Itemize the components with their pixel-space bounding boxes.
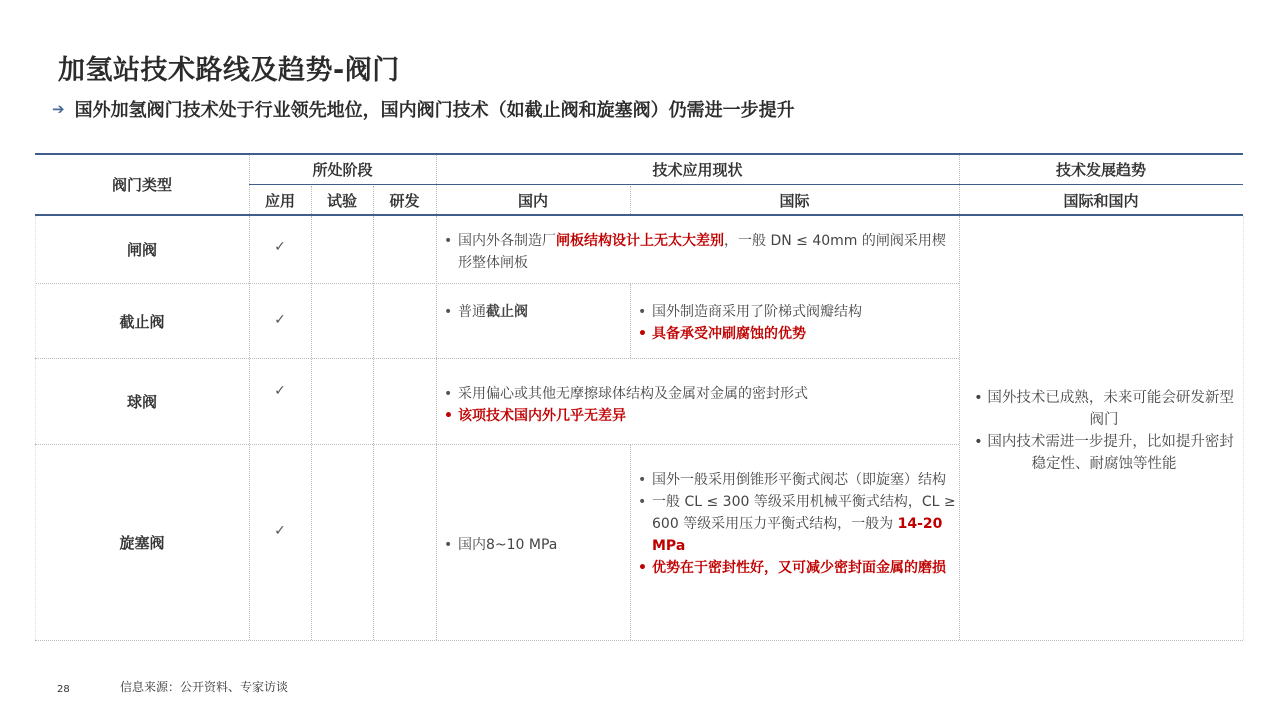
header-domestic: 国内: [517, 191, 548, 210]
gate-valve-description: [444, 230, 952, 274]
list-item: • 该项技术国内外几乎无差异: [444, 405, 952, 427]
list-item: • 国外技术已成熟，未来可能会研发新型阀门: [974, 390, 1234, 428]
trend-description: [972, 387, 1236, 475]
list-item: • 国内8~10 MPa: [444, 534, 624, 556]
list-item: • 采用偏心或其他无摩擦球体结构及金属对金属的密封形式: [444, 383, 952, 405]
subtitle: [52, 96, 795, 122]
list-item: • 国外一般采用倒锥形平衡式阀芯（即旋塞）结构: [638, 469, 956, 491]
row-label-globe-valve: 截止阀: [119, 312, 165, 331]
source-note: 信息来源：公开资料、专家访谈: [120, 680, 289, 694]
subtitle-text: 国外加氢阀门技术处于行业领先地位，国内阀门技术（如截止阀和旋塞阀）仍需进一步提升: [74, 100, 795, 121]
arrow-right-icon: ➔: [52, 100, 65, 118]
list-item: • 具备承受冲刷腐蚀的优势: [638, 323, 954, 345]
header-app-status: 技术应用现状: [652, 161, 743, 179]
header-apply: 应用: [264, 191, 295, 210]
header-stage: 所处阶段: [312, 161, 373, 179]
page-title: 加氢站技术路线及趋势-阀门: [58, 55, 400, 86]
list-item: • 一般 CL ≤ 300 等级采用机械平衡式结构，CL ≥ 600 等级采用压力平衡式结构，一般为 14-20 MPa: [638, 491, 956, 557]
list-item: • 国外制造商采用了阶梯式阀瓣结构: [638, 301, 954, 323]
globe-valve-international: [638, 301, 954, 345]
check-icon: ✓: [274, 312, 286, 328]
check-icon: ✓: [274, 383, 286, 399]
header-valve-type: 阀门类型: [111, 176, 172, 194]
globe-valve-domestic: [444, 301, 624, 323]
header-trial: 试验: [326, 191, 357, 210]
plug-valve-international: [638, 469, 956, 579]
check-icon: ✓: [274, 523, 286, 539]
list-item: • 优势在于密封性好，又可减少密封面金属的磨损: [638, 557, 956, 579]
row-label-plug-valve: 旋塞阀: [119, 534, 165, 552]
header-intl-and-domestic: 国际和国内: [1063, 191, 1139, 210]
row-label-gate-valve: 闸阀: [126, 241, 157, 259]
ball-valve-description: [444, 383, 952, 427]
header-research: 研发: [389, 191, 420, 210]
check-icon: ✓: [274, 239, 286, 255]
list-item: • 普通截止阀: [444, 301, 624, 323]
plug-valve-domestic: [444, 534, 624, 556]
row-label-ball-valve: 球阀: [126, 393, 157, 411]
header-trend: 技术发展趋势: [1055, 161, 1146, 179]
list-item: • 国内技术需进一步提升，比如提升密封稳定性、耐腐蚀等性能: [974, 434, 1234, 472]
page-number: 28: [57, 684, 70, 695]
header-international: 国际: [779, 191, 810, 210]
list-item: • 国内外各制造厂闸板结构设计上无太大差别，一般 DN ≤ 40mm 的闸阀采用楔形整体闸板: [444, 230, 952, 274]
